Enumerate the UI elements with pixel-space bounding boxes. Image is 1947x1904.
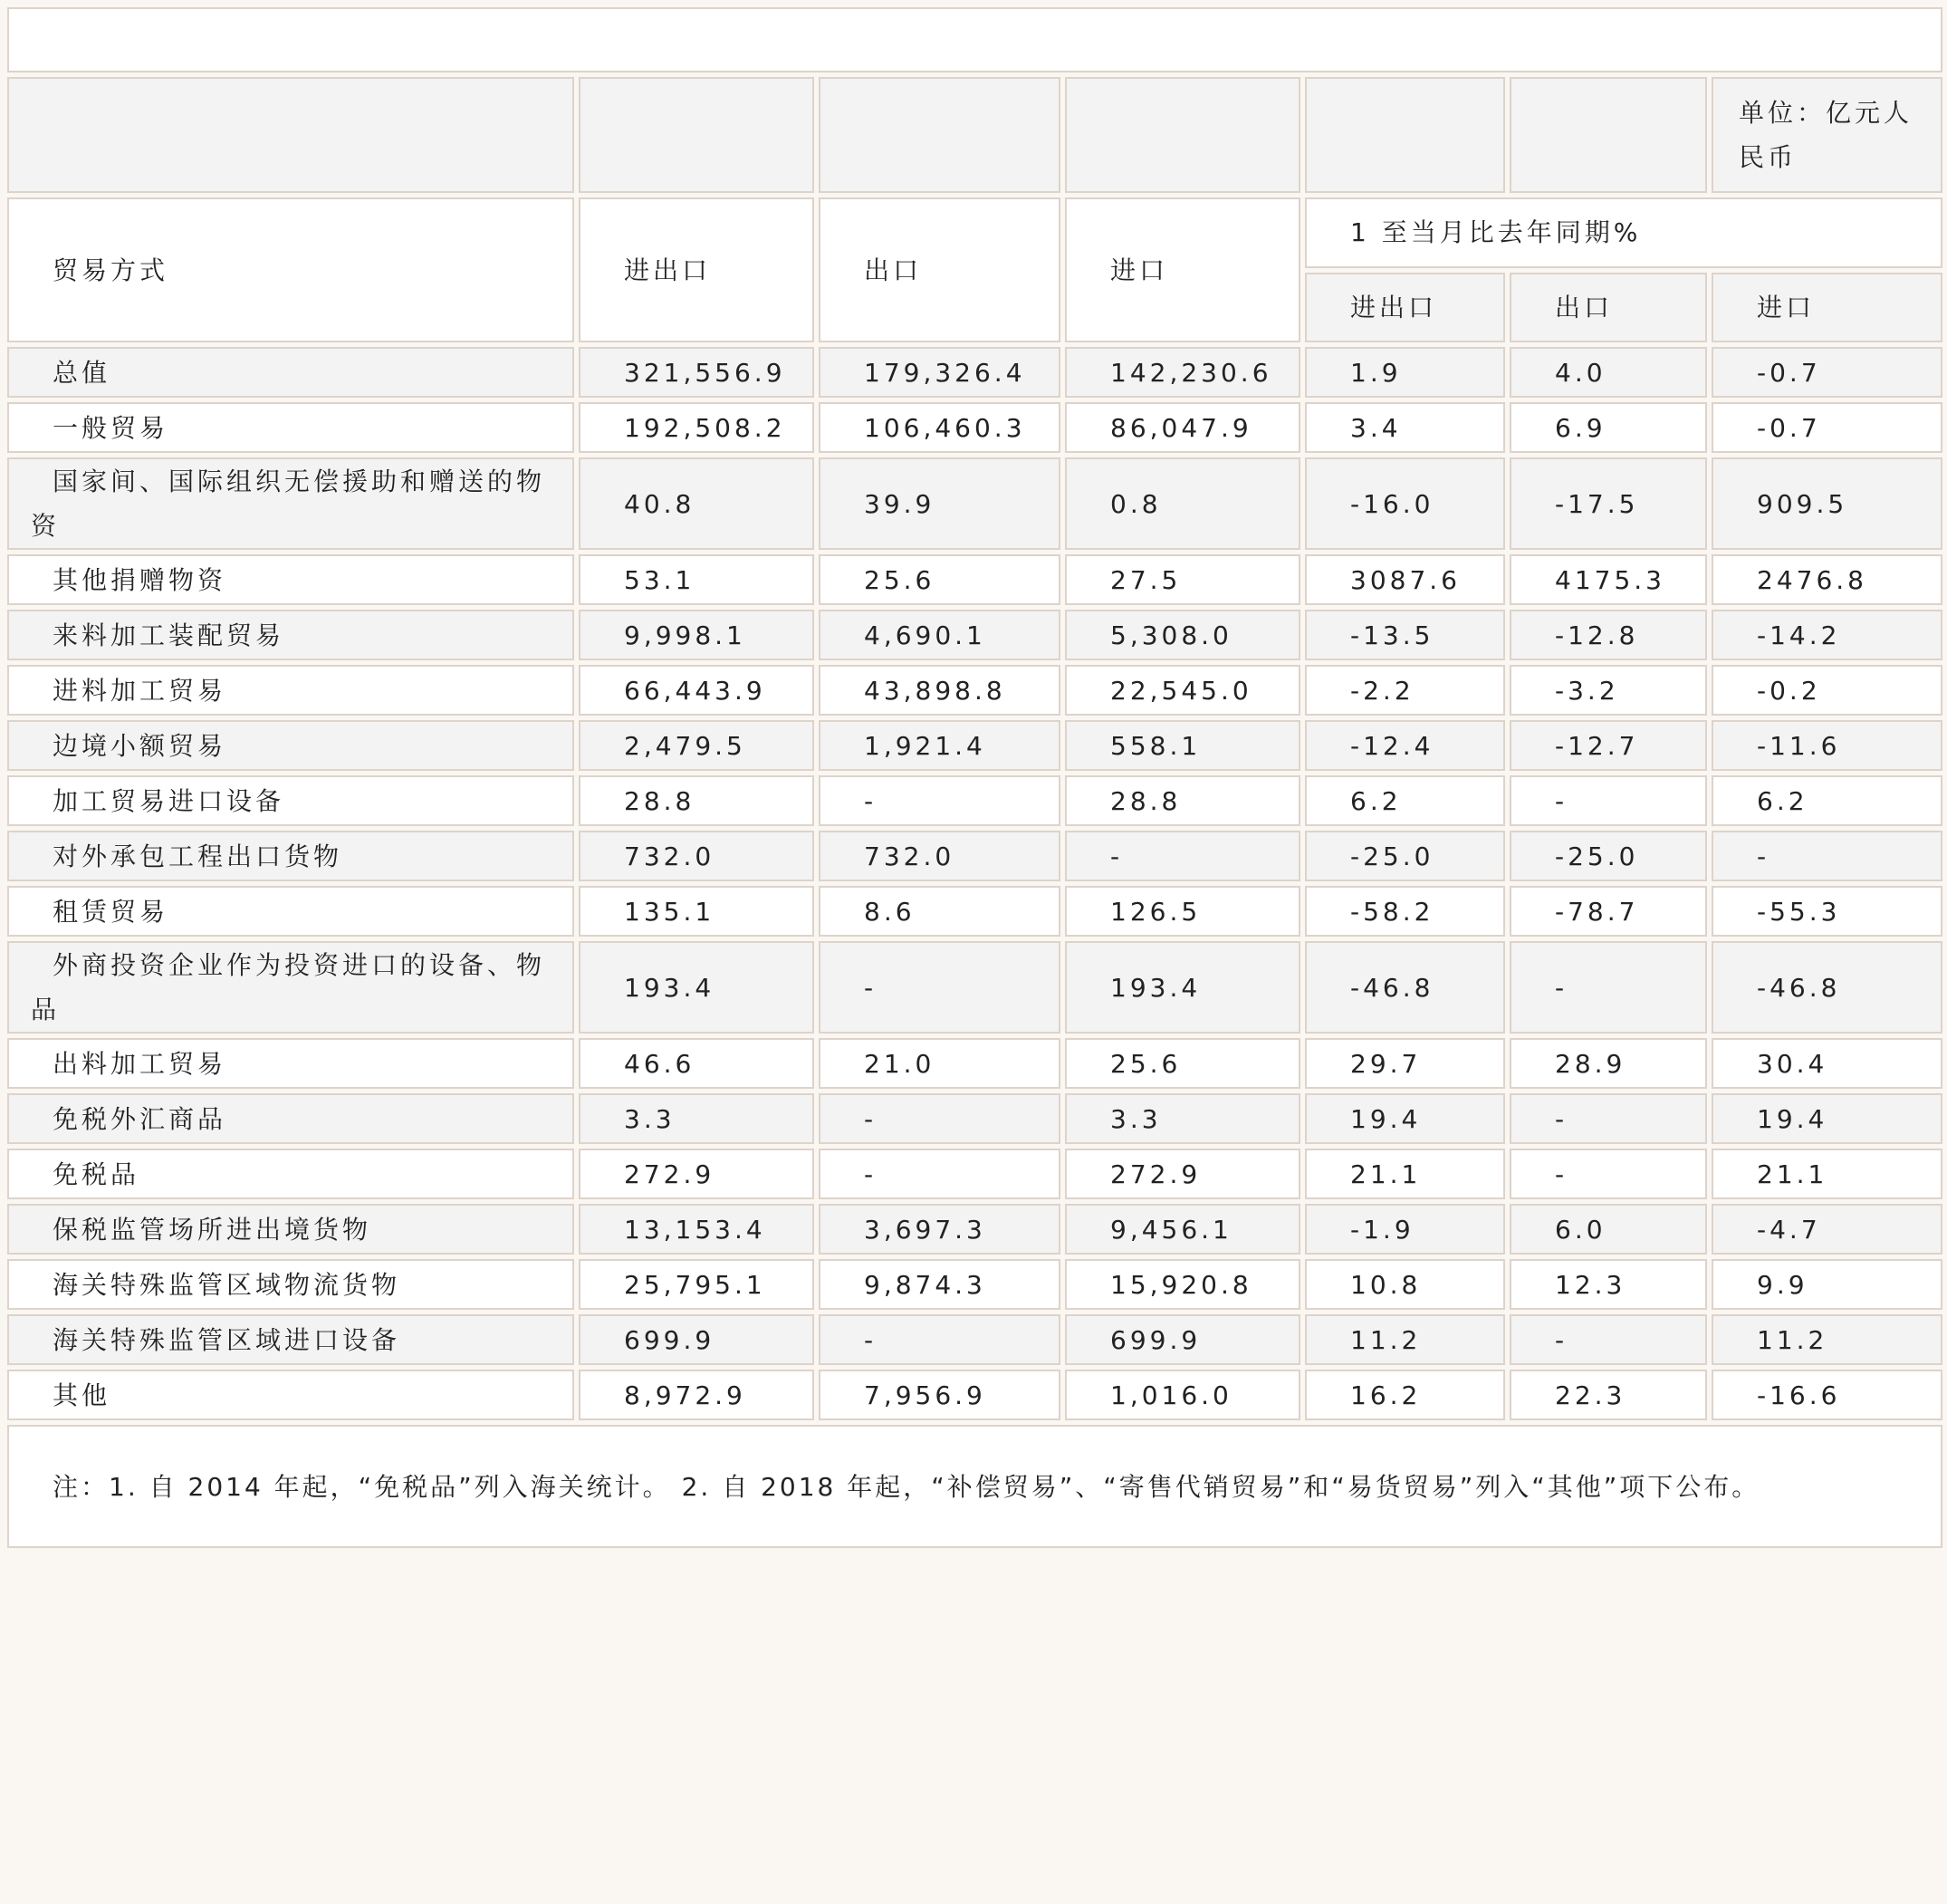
trade-mode-cell: 免税外汇商品: [7, 1093, 574, 1144]
import-cell: 193.4: [1065, 941, 1300, 1034]
import-cell: -: [1065, 831, 1300, 881]
table-row: [7, 1093, 1942, 1144]
total-cell: 321,556.9: [579, 347, 814, 398]
export-cell: 4,690.1: [819, 610, 1060, 660]
yoy-export-cell: 28.9: [1510, 1038, 1707, 1089]
total-cell: 193.4: [579, 941, 814, 1034]
yoy-import-cell: -0.2: [1712, 665, 1942, 716]
yoy-import-cell: -55.3: [1712, 886, 1942, 937]
header-import: 进口: [1065, 197, 1300, 342]
yoy-total-cell: 19.4: [1305, 1093, 1505, 1144]
trade-mode-cell: 租赁贸易: [7, 886, 574, 937]
total-cell: 8,972.9: [579, 1370, 814, 1420]
table-row: [7, 457, 1942, 550]
table-row: [7, 1204, 1942, 1255]
header-yoy-group: 1 至当月比去年同期%: [1305, 197, 1942, 268]
export-cell: 9,874.3: [819, 1259, 1060, 1310]
total-cell: 3.3: [579, 1093, 814, 1144]
header-yoy-import: 进口: [1712, 273, 1942, 343]
yoy-export-cell: 6.9: [1510, 402, 1707, 453]
trade-mode-cell: 边境小额贸易: [7, 720, 574, 771]
export-cell: 7,956.9: [819, 1370, 1060, 1420]
total-cell: 732.0: [579, 831, 814, 881]
trade-mode-cell: 一般贸易: [7, 402, 574, 453]
table-row: [7, 1038, 1942, 1089]
table-row: [7, 831, 1942, 881]
title-bar-row: [7, 7, 1942, 72]
export-cell: 179,326.4: [819, 347, 1060, 398]
title-bar: [7, 7, 1942, 72]
total-cell: 28.8: [579, 775, 814, 826]
yoy-export-cell: -25.0: [1510, 831, 1707, 881]
yoy-export-cell: 4.0: [1510, 347, 1707, 398]
yoy-import-cell: 909.5: [1712, 457, 1942, 550]
yoy-total-cell: -46.8: [1305, 941, 1505, 1034]
header-total: 进出口: [579, 197, 814, 342]
import-cell: 126.5: [1065, 886, 1300, 937]
footnote: 注：1. 自 2014 年起，“免税品”列入海关统计。 2. 自 2018 年起，“补偿贸易”、“寄售代销贸易”和“易货贸易”列入“其他”项下公布。: [7, 1425, 1942, 1548]
import-cell: 22,545.0: [1065, 665, 1300, 716]
table-row: [7, 1314, 1942, 1365]
export-cell: 43,898.8: [819, 665, 1060, 716]
yoy-export-cell: -: [1510, 941, 1707, 1034]
trade-mode-cell: 加工贸易进口设备: [7, 775, 574, 826]
blank-cell: [819, 77, 1060, 193]
yoy-total-cell: -16.0: [1305, 457, 1505, 550]
yoy-total-cell: -25.0: [1305, 831, 1505, 881]
header-row-1: [7, 197, 1942, 268]
yoy-export-cell: -: [1510, 1093, 1707, 1144]
yoy-total-cell: -1.9: [1305, 1204, 1505, 1255]
import-cell: 3.3: [1065, 1093, 1300, 1144]
yoy-export-cell: 22.3: [1510, 1370, 1707, 1420]
yoy-export-cell: 12.3: [1510, 1259, 1707, 1310]
import-cell: 699.9: [1065, 1314, 1300, 1365]
yoy-export-cell: -12.8: [1510, 610, 1707, 660]
yoy-total-cell: 29.7: [1305, 1038, 1505, 1089]
trade-mode-cell: 出料加工贸易: [7, 1038, 574, 1089]
export-cell: -: [819, 941, 1060, 1034]
total-cell: 699.9: [579, 1314, 814, 1365]
table-row: [7, 665, 1942, 716]
yoy-export-cell: -: [1510, 1314, 1707, 1365]
trade-mode-cell: 海关特殊监管区域进口设备: [7, 1314, 574, 1365]
table-row: [7, 775, 1942, 826]
yoy-total-cell: 16.2: [1305, 1370, 1505, 1420]
yoy-import-cell: -46.8: [1712, 941, 1942, 1034]
trade-table-container: [4, 4, 1933, 1553]
yoy-import-cell: -11.6: [1712, 720, 1942, 771]
export-cell: 1,921.4: [819, 720, 1060, 771]
yoy-import-cell: -0.7: [1712, 402, 1942, 453]
table-row: [7, 941, 1942, 1034]
export-cell: 732.0: [819, 831, 1060, 881]
total-cell: 192,508.2: [579, 402, 814, 453]
import-cell: 272.9: [1065, 1149, 1300, 1199]
yoy-export-cell: -3.2: [1510, 665, 1707, 716]
trade-mode-cell: 来料加工装配贸易: [7, 610, 574, 660]
trade-mode-cell: 其他捐赠物资: [7, 554, 574, 605]
blank-cell: [579, 77, 814, 193]
import-cell: 1,016.0: [1065, 1370, 1300, 1420]
table-row: [7, 1370, 1942, 1420]
import-cell: 142,230.6: [1065, 347, 1300, 398]
header-yoy-total: 进出口: [1305, 273, 1505, 343]
trade-mode-cell: 国家间、国际组织无偿援助和赠送的物资: [7, 457, 574, 550]
import-cell: 28.8: [1065, 775, 1300, 826]
trade-mode-cell: 外商投资企业作为投资进口的设备、物品: [7, 941, 574, 1034]
trade-mode-cell: 对外承包工程出口货物: [7, 831, 574, 881]
yoy-total-cell: 3.4: [1305, 402, 1505, 453]
blank-cell: [1305, 77, 1505, 193]
yoy-import-cell: 11.2: [1712, 1314, 1942, 1365]
yoy-export-cell: -12.7: [1510, 720, 1707, 771]
total-cell: 46.6: [579, 1038, 814, 1089]
import-cell: 25.6: [1065, 1038, 1300, 1089]
blank-cell: [7, 77, 574, 193]
table-row: [7, 720, 1942, 771]
total-cell: 66,443.9: [579, 665, 814, 716]
yoy-import-cell: -0.7: [1712, 347, 1942, 398]
table-row: [7, 347, 1942, 398]
trade-mode-cell: 保税监管场所进出境货物: [7, 1204, 574, 1255]
table-row: [7, 1149, 1942, 1199]
unit-row: [7, 77, 1942, 193]
export-cell: 8.6: [819, 886, 1060, 937]
import-cell: 15,920.8: [1065, 1259, 1300, 1310]
table-row: [7, 886, 1942, 937]
yoy-export-cell: 4175.3: [1510, 554, 1707, 605]
table-row: [7, 554, 1942, 605]
total-cell: 53.1: [579, 554, 814, 605]
total-cell: 9,998.1: [579, 610, 814, 660]
yoy-total-cell: 3087.6: [1305, 554, 1505, 605]
total-cell: 135.1: [579, 886, 814, 937]
trade-mode-table: [3, 3, 1947, 1553]
yoy-export-cell: -78.7: [1510, 886, 1707, 937]
import-cell: 5,308.0: [1065, 610, 1300, 660]
blank-cell: [1065, 77, 1300, 193]
yoy-import-cell: 6.2: [1712, 775, 1942, 826]
blank-cell: [1510, 77, 1707, 193]
yoy-import-cell: -14.2: [1712, 610, 1942, 660]
total-cell: 2,479.5: [579, 720, 814, 771]
export-cell: 21.0: [819, 1038, 1060, 1089]
import-cell: 0.8: [1065, 457, 1300, 550]
yoy-import-cell: 30.4: [1712, 1038, 1942, 1089]
yoy-total-cell: 21.1: [1305, 1149, 1505, 1199]
table-row: [7, 1259, 1942, 1310]
yoy-import-cell: 21.1: [1712, 1149, 1942, 1199]
yoy-import-cell: 19.4: [1712, 1093, 1942, 1144]
trade-mode-cell: 总值: [7, 347, 574, 398]
export-cell: -: [819, 1093, 1060, 1144]
export-cell: -: [819, 1149, 1060, 1199]
yoy-total-cell: 11.2: [1305, 1314, 1505, 1365]
unit-label: 单位：亿元人民币: [1712, 77, 1942, 193]
total-cell: 13,153.4: [579, 1204, 814, 1255]
yoy-total-cell: -13.5: [1305, 610, 1505, 660]
yoy-import-cell: -: [1712, 831, 1942, 881]
import-cell: 9,456.1: [1065, 1204, 1300, 1255]
import-cell: 27.5: [1065, 554, 1300, 605]
yoy-export-cell: -: [1510, 1149, 1707, 1199]
trade-mode-cell: 其他: [7, 1370, 574, 1420]
yoy-import-cell: 9.9: [1712, 1259, 1942, 1310]
trade-mode-cell: 进料加工贸易: [7, 665, 574, 716]
export-cell: 25.6: [819, 554, 1060, 605]
export-cell: 106,460.3: [819, 402, 1060, 453]
header-trade-mode: 贸易方式: [7, 197, 574, 342]
trade-mode-cell: 海关特殊监管区域物流货物: [7, 1259, 574, 1310]
yoy-total-cell: 10.8: [1305, 1259, 1505, 1310]
import-cell: 86,047.9: [1065, 402, 1300, 453]
table-row: [7, 610, 1942, 660]
total-cell: 272.9: [579, 1149, 814, 1199]
export-cell: -: [819, 775, 1060, 826]
yoy-total-cell: 1.9: [1305, 347, 1505, 398]
header-yoy-export: 出口: [1510, 273, 1707, 343]
yoy-total-cell: -12.4: [1305, 720, 1505, 771]
trade-mode-cell: 免税品: [7, 1149, 574, 1199]
total-cell: 40.8: [579, 457, 814, 550]
table-row: [7, 402, 1942, 453]
yoy-total-cell: 6.2: [1305, 775, 1505, 826]
yoy-import-cell: -4.7: [1712, 1204, 1942, 1255]
yoy-import-cell: 2476.8: [1712, 554, 1942, 605]
yoy-total-cell: -2.2: [1305, 665, 1505, 716]
export-cell: 3,697.3: [819, 1204, 1060, 1255]
yoy-export-cell: -17.5: [1510, 457, 1707, 550]
import-cell: 558.1: [1065, 720, 1300, 771]
yoy-export-cell: 6.0: [1510, 1204, 1707, 1255]
export-cell: 39.9: [819, 457, 1060, 550]
yoy-import-cell: -16.6: [1712, 1370, 1942, 1420]
export-cell: -: [819, 1314, 1060, 1365]
note-row: [7, 1425, 1942, 1548]
total-cell: 25,795.1: [579, 1259, 814, 1310]
header-export: 出口: [819, 197, 1060, 342]
yoy-total-cell: -58.2: [1305, 886, 1505, 937]
yoy-export-cell: -: [1510, 775, 1707, 826]
